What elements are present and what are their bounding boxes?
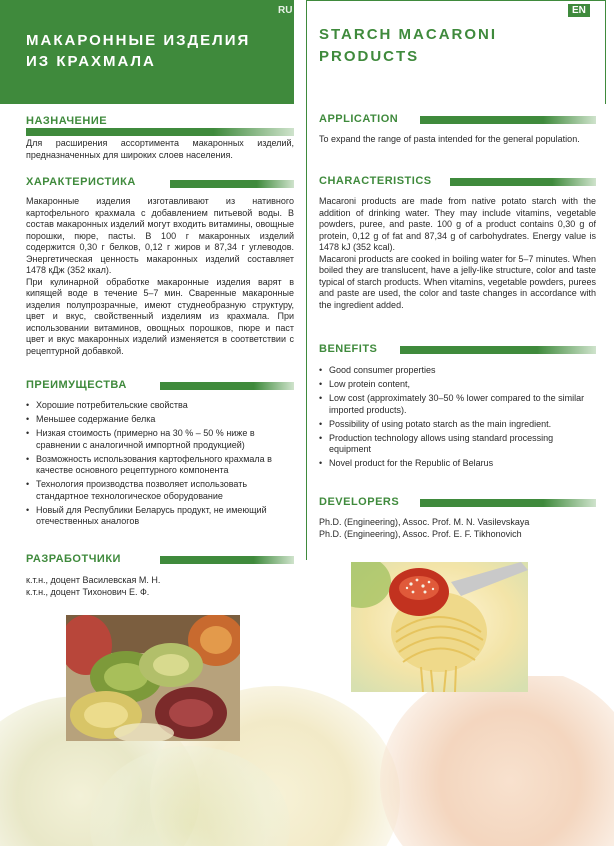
- ru-developers-bar: [160, 556, 294, 564]
- list-item: • Низкая стоимость (примерно на 30 % – 50 % ниже в сравнении с аналогичной импортной продукцией): [26, 428, 294, 451]
- list-item: • Low protein content,: [319, 379, 596, 391]
- list-item: • Меньшее содержание белка: [26, 414, 294, 426]
- ru-characteristics-p2: При кулинарной обработке макаронные изделия варят в кипящей воде в течение 5–7 мин. Сваренные макаронные изделия полупрозрачные, имеют студнеобразную структуру, цвет и вкус, свойственный изделиям из крахмала. При использовании витаминов, овощных порошков, пюре и паст цвет и вкус макаронных изделий изменяется в соответствии с рецептурной добавкой.: [26, 276, 294, 356]
- en-title-line1: STARCH MACARONI: [319, 26, 498, 43]
- list-item: • Возможность использования картофельного крахмала в качестве основного рецептурного компонента: [26, 454, 294, 477]
- ru-characteristics-text: [26, 196, 294, 357]
- ru-title-banner: [0, 0, 294, 104]
- en-application-bar: [420, 116, 596, 124]
- list-item: • Хорошие потребительские свойства: [26, 400, 294, 412]
- en-characteristics-bar: [450, 178, 596, 186]
- en-page-title: [319, 24, 497, 68]
- en-pasta-photo: [351, 562, 528, 692]
- list-item: • Novel product for the Republic of Belarus: [319, 458, 596, 470]
- en-application-text: To expand the range of pasta intended for the general population.: [319, 134, 580, 144]
- ru-developer-2: к.т.н., доцент Тихонович Е. Ф.: [26, 586, 150, 597]
- ru-application-bar: [26, 128, 294, 136]
- list-item: • Технология производства позволяет использовать стандартное технологическое оборудование: [26, 479, 294, 502]
- en-developer-2: Ph.D. (Engineering), Assoc. Prof. E. F. Tikhonovich: [319, 528, 522, 539]
- ru-characteristics-heading: ХАРАКТЕРИСТИКА: [26, 176, 136, 188]
- ru-application-text: Для расширения ассортимента макаронных изделий, предназначенных для широких слоев населения.: [26, 138, 294, 160]
- ru-application-heading: НАЗНАЧЕНИЕ: [26, 115, 108, 127]
- en-developer-1: Ph.D. (Engineering), Assoc. Prof. M. N. Vasilevskaya: [319, 517, 530, 527]
- en-characteristics-text: [319, 196, 596, 311]
- ru-developers-list: [26, 575, 294, 598]
- ru-title-line2: ИЗ КРАХМАЛА: [26, 53, 156, 70]
- en-developers-bar: [420, 499, 596, 507]
- ru-benefits-heading: ПРЕИМУЩЕСТВА: [26, 379, 127, 391]
- list-item: • Possibility of using potato starch as the main ingredient.: [319, 419, 596, 431]
- ru-benefits-list: [26, 400, 294, 530]
- en-developers-heading: DEVELOPERS: [319, 496, 400, 508]
- en-language-tag: EN: [568, 4, 590, 17]
- ru-pasta-photo: [66, 615, 240, 741]
- en-characteristics-p2: Macaroni products are cooked in boiling water for 5–7 minutes. When boiled they are translucent, have a jelly-like structure, color and taste typical of starch products. When vitamins, vegetable powders, purees and paste are used, the color and taste changes in accordance with the ingredient added.: [319, 253, 596, 310]
- en-application-heading: APPLICATION: [319, 113, 399, 125]
- list-item: • Production technology allows using standard processing equipment: [319, 433, 596, 456]
- ru-characteristics-p1: Макаронные изделия изготавливают из нативного картофельного крахмала с добавлением питьевой воды. В состав макаронных изделий могут входить витамины, овощные порошки, пюре, пасты. В 100 г макаронных изделий содержится 0,30 г белков, 0,12 г жиров и 87,34 г углеводов. Энергетическая ценность макаронных изделий составляет 1478 кДж (352 ккал).: [26, 196, 294, 275]
- ru-language-tag: RU: [278, 5, 293, 16]
- ru-title-line1: МАКАРОННЫЕ ИЗДЕЛИЯ: [26, 32, 251, 49]
- ru-developers-heading: РАЗРАБОТЧИКИ: [26, 553, 121, 565]
- en-characteristics-p1: Macaroni products are made from native potato starch with the addition of drinking water. They may include vitamins, vegetable powders, puree, and paste. 100 g of a product contains 0,30 g of protein, 0,12 g of fat and 87,34 g of carbohydrates. Energy value is 1478 kJ (352 kcal).: [319, 196, 596, 252]
- ru-characteristics-bar: [170, 180, 294, 188]
- en-developers-list: [319, 517, 596, 540]
- en-characteristics-heading: CHARACTERISTICS: [319, 175, 432, 187]
- en-benefits-heading: BENEFITS: [319, 343, 378, 355]
- spaghetti-fork-image: [351, 562, 528, 692]
- list-item: • Low cost (approximately 30–50 % lower compared to the similar imported products).: [319, 393, 596, 416]
- list-item: • Новый для Республики Беларусь продукт, не имеющий отечественных аналогов: [26, 505, 294, 528]
- list-item: • Good consumer properties: [319, 365, 596, 377]
- ru-benefits-bar: [160, 382, 294, 390]
- ru-page-title: [26, 30, 250, 72]
- colored-pasta-nests-image: [66, 615, 240, 741]
- en-benefits-bar: [400, 346, 596, 354]
- en-title-line2: PRODUCTS: [319, 48, 420, 65]
- ru-developer-1: к.т.н., доцент Василевская М. Н.: [26, 575, 161, 585]
- en-benefits-list: [319, 365, 596, 472]
